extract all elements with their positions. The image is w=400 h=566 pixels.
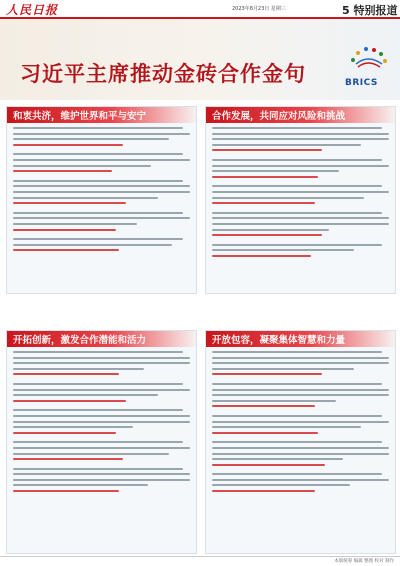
panel-title: 合作发展，共同应对风险和挑战 (212, 111, 346, 122)
panel-text (13, 351, 190, 496)
credits-line: 本版统筹 编辑 整理 校对 制作 (334, 559, 394, 564)
quote-panel-openness (205, 330, 396, 554)
panel-header (7, 331, 196, 347)
panel-header (206, 107, 395, 123)
quote-panel-peace (6, 106, 197, 294)
masthead (0, 0, 400, 18)
brics-label: BRICS (345, 78, 378, 88)
panel-header (7, 107, 196, 123)
issue-date: 2023年8月23日 星期三 (232, 6, 286, 12)
newspaper-logo: 人民日报 (6, 3, 59, 17)
panel-title: 和衷共济，维护世界和平与安宁 (13, 111, 147, 122)
panel-header (206, 331, 395, 347)
panel-title: 开放包容，凝聚集体智慧和力量 (212, 335, 346, 346)
section-label (342, 2, 398, 18)
page-title: 习近平主席推动金砖合作金句 (20, 61, 306, 86)
quote-panel-innovation (6, 330, 197, 554)
panel-text (13, 127, 190, 255)
section-name: 特别报道 (353, 4, 398, 17)
quote-panel-development (205, 106, 396, 294)
section-number: 5 (342, 4, 350, 17)
panel-title: 开拓创新，激发合作潜能和活力 (13, 335, 147, 346)
panel-text (212, 351, 389, 496)
panel-text (212, 127, 389, 260)
